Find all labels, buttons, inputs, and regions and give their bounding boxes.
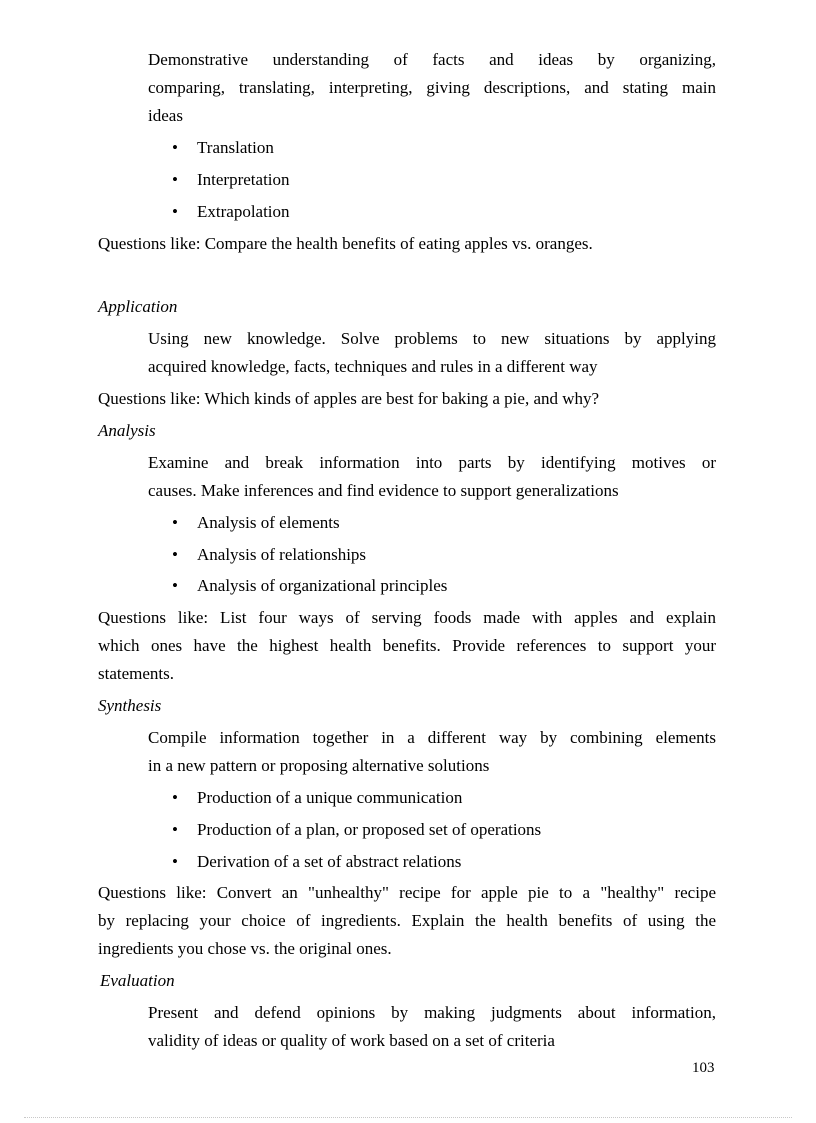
comprehension-bullet-extrapolation: Extrapolation: [197, 202, 290, 221]
bullet-icon: •: [172, 138, 178, 157]
analysis-description-line-2: causes. Make inferences and find evidence to support generalizations: [148, 481, 619, 500]
synthesis-description-line-1: Compile information together in a different way by combining elements: [148, 728, 716, 747]
bullet-icon: •: [172, 852, 178, 871]
synthesis-bullet-plan: Production of a plan, or proposed set of operations: [197, 820, 542, 839]
synthesis-heading: Synthesis: [98, 696, 162, 715]
synthesis-bullet-abstract-relations: Derivation of a set of abstract relations: [197, 852, 462, 871]
application-heading: Application: [98, 297, 178, 316]
application-questions-line-1: Questions like: Which kinds of apples are best for baking a pie, and why?: [98, 389, 600, 408]
synthesis-questions-line-2: by replacing your choice of ingredients. Explain the health benefits of using the: [98, 911, 716, 930]
synthesis-questions-line-3: ingredients you chose vs. the original ones.: [98, 939, 392, 958]
analysis-bullet-elements: Analysis of elements: [197, 513, 340, 532]
evaluation-description-line-2: validity of ideas or quality of work based on a set of criteria: [148, 1031, 555, 1050]
footer-divider: [24, 1117, 792, 1118]
comprehension-bullet-interpretation: Interpretation: [197, 170, 290, 189]
bullet-icon: •: [172, 820, 178, 839]
analysis-questions-line-2: which ones have the highest health benefits. Provide references to support your: [98, 636, 716, 655]
analysis-bullet-organizational-principles: Analysis of organizational principles: [197, 576, 448, 595]
bullet-icon: •: [172, 545, 178, 564]
evaluation-description-line-1: Present and defend opinions by making judgments about information,: [148, 1003, 716, 1022]
comprehension-description-line-3: ideas: [148, 106, 183, 125]
analysis-heading: Analysis: [98, 421, 156, 440]
comprehension-description-line-1: Demonstrative understanding of facts and ideas by organizing,: [148, 50, 716, 69]
bullet-icon: •: [172, 788, 178, 807]
analysis-description-line-1: Examine and break information into parts by identifying motives or: [148, 453, 716, 472]
bullet-icon: •: [172, 170, 178, 189]
synthesis-description-line-2: in a new pattern or proposing alternative solutions: [148, 756, 490, 775]
application-description-line-2: acquired knowledge, facts, techniques and rules in a different way: [148, 357, 598, 376]
synthesis-questions-line-1: Questions like: Convert an "unhealthy" recipe for apple pie to a "healthy" recipe: [98, 883, 716, 902]
analysis-bullet-relationships: Analysis of relationships: [197, 545, 367, 564]
comprehension-questions-line-1: Questions like: Compare the health benefits of eating apples vs. oranges.: [98, 234, 593, 253]
comprehension-bullet-translation: Translation: [197, 138, 274, 157]
page-number: 103: [692, 1060, 715, 1076]
bullet-icon: •: [172, 576, 178, 595]
analysis-questions-line-3: statements.: [98, 664, 175, 683]
bullet-icon: •: [172, 202, 178, 221]
evaluation-heading: Evaluation: [100, 971, 175, 990]
analysis-questions-line-1: Questions like: List four ways of serving foods made with apples and explain: [98, 608, 716, 627]
synthesis-bullet-unique-communication: Production of a unique communication: [197, 788, 463, 807]
bullet-icon: •: [172, 513, 178, 532]
comprehension-description-line-2: comparing, translating, interpreting, giving descriptions, and stating main: [148, 78, 716, 97]
application-description-line-1: Using new knowledge. Solve problems to new situations by applying: [148, 329, 716, 348]
